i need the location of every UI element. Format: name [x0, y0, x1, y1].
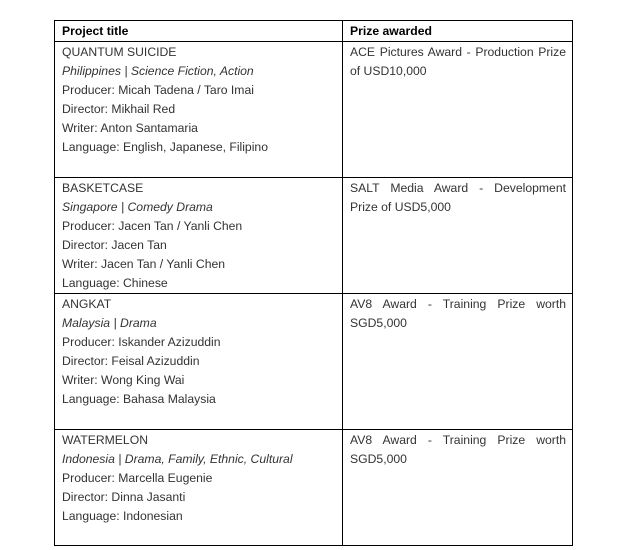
prize-text: AV8 Award - Training Prize worth SGD5,000 [350, 433, 566, 466]
project-language: Language: Indonesian [62, 509, 183, 523]
table-row [55, 42, 573, 178]
header-prize-awarded: Prize awarded [343, 21, 573, 42]
project-cell [55, 430, 343, 546]
project-title: QUANTUM SUICIDE [62, 45, 177, 59]
project-producer: Producer: Marcella Eugenie [62, 471, 213, 485]
project-language: Language: Chinese [62, 276, 168, 290]
awards-table [54, 20, 573, 546]
table-row [55, 430, 573, 546]
project-language: Language: English, Japanese, Filipino [62, 140, 268, 154]
table-row [55, 178, 573, 294]
project-cell [55, 294, 343, 430]
project-language: Language: Bahasa Malaysia [62, 392, 216, 406]
project-genre: Singapore | Comedy Drama [62, 200, 213, 214]
project-director: Director: Dinna Jasanti [62, 490, 186, 504]
project-genre: Philippines | Science Fiction, Action [62, 64, 254, 78]
project-director: Director: Mikhail Red [62, 102, 176, 116]
prize-cell [343, 42, 573, 178]
project-writer: Writer: Wong King Wai [62, 373, 185, 387]
prize-text: SALT Media Award - Development Prize of USD5,000 [350, 181, 566, 214]
project-genre: Malaysia | Drama [62, 316, 157, 330]
table-header-row [55, 21, 573, 42]
project-title: BASKETCASE [62, 181, 144, 195]
project-title: WATERMELON [62, 433, 148, 447]
project-producer: Producer: Jacen Tan / Yanli Chen [62, 219, 243, 233]
prize-cell [343, 294, 573, 430]
project-cell [55, 178, 343, 294]
project-cell [55, 42, 343, 178]
project-producer: Producer: Iskander Azizuddin [62, 335, 221, 349]
prize-cell [343, 178, 573, 294]
project-producer: Producer: Micah Tadena / Taro Imai [62, 83, 254, 97]
project-writer: Writer: Jacen Tan / Yanli Chen [62, 257, 226, 271]
project-writer: Writer: Anton Santamaria [62, 121, 198, 135]
table-row [55, 294, 573, 430]
prize-text: AV8 Award - Training Prize worth SGD5,000 [350, 297, 566, 330]
project-genre: Indonesia | Drama, Family, Ethnic, Cultural [62, 452, 293, 466]
prize-text: ACE Pictures Award - Production Prize of USD10,000 [350, 45, 566, 78]
project-director: Director: Feisal Azizuddin [62, 354, 200, 368]
header-project-title: Project title [55, 21, 343, 42]
prize-cell [343, 430, 573, 546]
project-director: Director: Jacen Tan [62, 238, 167, 252]
project-title: ANGKAT [62, 297, 112, 311]
